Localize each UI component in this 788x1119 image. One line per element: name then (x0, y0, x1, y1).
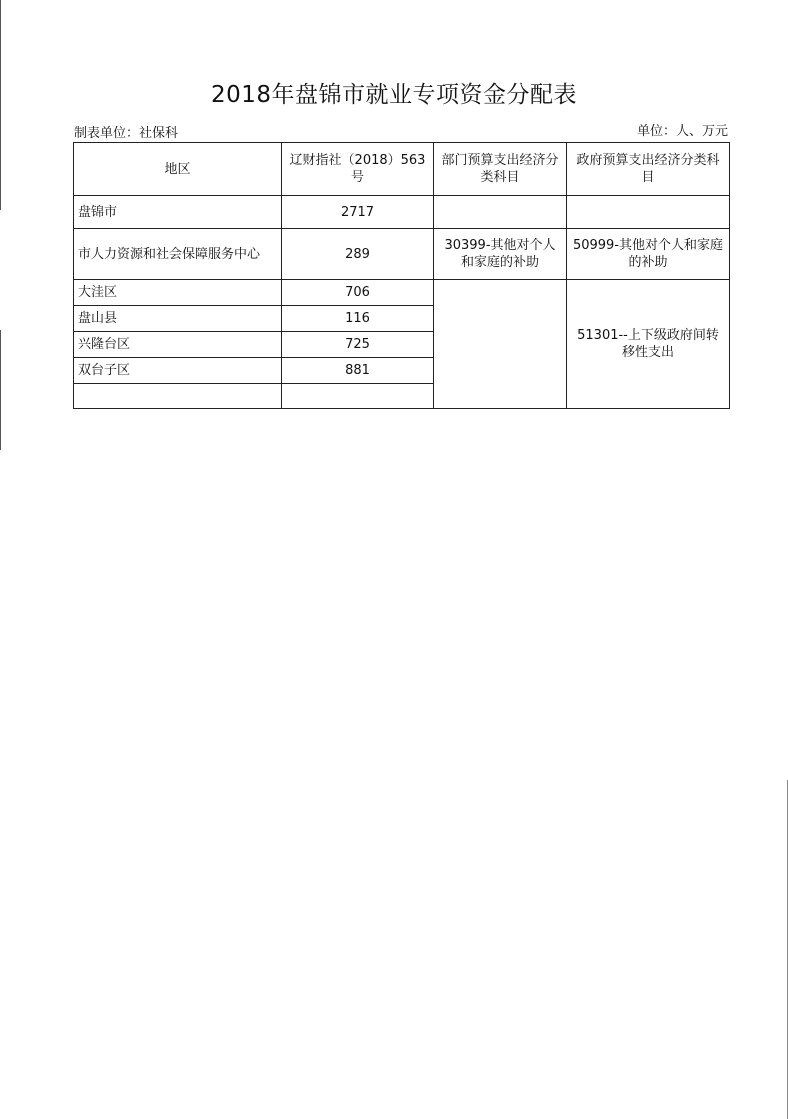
header-gov-subject: 政府预算支出经济分类科目 (567, 143, 730, 196)
city-name: 盘锦市 (74, 196, 282, 229)
header-region: 地区 (74, 143, 282, 196)
allocation-table (73, 142, 730, 409)
district-name: 盘山县 (74, 306, 282, 332)
district-amount: 881 (282, 358, 434, 384)
district-amount: 116 (282, 306, 434, 332)
scan-edge-left-lower (0, 330, 1, 450)
header-dept-subject: 部门预算支出经济分类科目 (434, 143, 567, 196)
city-amount: 2717 (282, 196, 434, 229)
city-dept-subject (434, 196, 567, 229)
header-row (74, 143, 730, 196)
empty-cell (282, 384, 434, 409)
district-name: 双台子区 (74, 358, 282, 384)
table-row (74, 196, 730, 229)
document-title: 2018年盘锦市就业专项资金分配表 (210, 82, 578, 108)
table-row (74, 229, 730, 280)
table-row (74, 280, 730, 306)
hr-center-name: 市人力资源和社会保障服务中心 (74, 229, 282, 280)
empty-cell (74, 384, 282, 409)
city-gov-subject (567, 196, 730, 229)
unit-label: 单位：人、万元 (636, 124, 728, 139)
hr-center-amount: 289 (282, 229, 434, 280)
district-amount: 725 (282, 332, 434, 358)
prepared-by: 制表单位：社保科 (74, 126, 179, 141)
hr-center-gov-subject: 50999-其他对个人和家庭的补助 (567, 229, 730, 280)
district-amount: 706 (282, 280, 434, 306)
hr-center-dept-subject: 30399-其他对个人和家庭的补助 (434, 229, 567, 280)
district-gov-subject: 51301--上下级政府间转移性支出 (567, 280, 730, 409)
header-allocation: 辽财指社（2018）563号 (282, 143, 434, 196)
district-name: 兴隆台区 (74, 332, 282, 358)
district-dept-subject (434, 280, 567, 409)
district-name: 大洼区 (74, 280, 282, 306)
